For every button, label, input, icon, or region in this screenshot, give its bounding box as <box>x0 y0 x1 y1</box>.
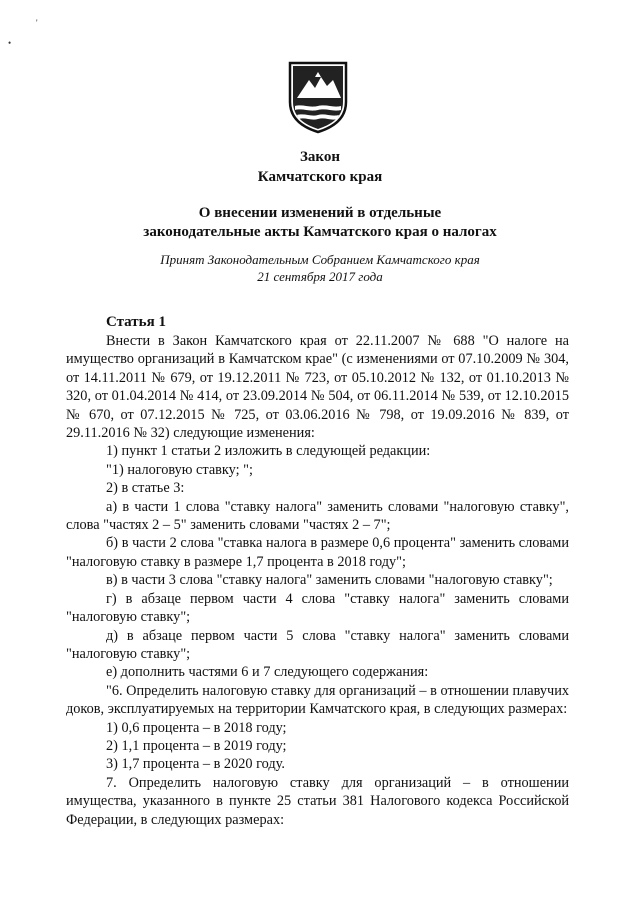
paragraph: "6. Определить налоговую ставку для организаций – в отношении плавучих доков, эксплуатируемых на территории Камчатского края, в следующих размерах: <box>66 682 569 718</box>
paragraph: "1) налоговую ставку; "; <box>106 461 253 478</box>
region-heading: Камчатского края <box>257 169 383 185</box>
paragraph: а) в части 1 слова "ставку налога" заменить словами "налоговую ставку", слова "частях 2 – 5" заменить словами "частях 2 – 7"; <box>66 498 569 534</box>
paragraph: 1) 0,6 процента – в 2018 году; <box>106 719 287 736</box>
paragraph: е) дополнить частями 6 и 7 следующего содержания: <box>106 664 429 681</box>
paragraph: в) в части 3 слова "ставку налога" заменить словами "налоговую ставку"; <box>106 572 553 589</box>
paragraph: 1) пункт 1 статьи 2 изложить в следующей редакции: <box>106 443 431 460</box>
article-body <box>66 332 569 829</box>
kamchatka-coat-of-arms-icon <box>287 60 349 134</box>
law-heading: Закон <box>299 149 340 165</box>
paragraph: 2) в статье 3: <box>106 480 185 497</box>
paragraph: д) в абзаце первом части 5 слова "ставку налога" заменить словами "налоговую ставку"; <box>66 627 569 662</box>
scan-mark: ' <box>36 18 38 28</box>
paragraph: 7. Определить налоговую ставку для организаций – в отношении имущества, указанного в пункте 25 статьи 381 Налогового кодекса Российской Федерации, в следующих размерах: <box>66 774 569 828</box>
paragraph: г) в абзаце первом части 4 слова "ставку налога" заменить словами "налоговую ставку"; <box>66 590 569 626</box>
adopted-date: 21 сентября 2017 года <box>257 269 383 284</box>
adopted-by: Принят Законодательным Собранием Камчатского края <box>160 252 480 267</box>
article-title: Статья 1 <box>106 314 166 330</box>
paragraph: 2) 1,1 процента – в 2019 году; <box>106 737 287 754</box>
paragraph: 3) 1,7 процента – в 2020 году. <box>106 756 285 773</box>
paragraph: Внести в Закон Камчатского края от 22.11.2007 № 688 "О налоге на имущество организаций в Камчатском крае" (с изменениями от 07.10.2009 № 304, от 14.11.2011 № 679, от 19.12.2011 № 723, от 05.10.2012 № 132, от 01.10.2013 № 320, от 01.04.2014 № 414, от 23.09.2014 № 504, от 06.11.2014 № 539, от 12.10.2015 № 670, от 07.12.2015 № 725, от 03.06.2016 № 798, от 19.09.2016 № 839, от 29.11.2016 № 32) следующие изменения: <box>66 333 569 442</box>
law-title-line2: законодательные акты Камчатского края о налогах <box>143 224 497 240</box>
scan-mark: • <box>8 38 12 48</box>
law-title-line1: О внесении изменений в отдельные <box>198 205 442 221</box>
paragraph: б) в части 2 слова "ставка налога в размере 0,6 процента" заменить словами "налоговую ставку в размере 1,7 процента в 2018 году"; <box>66 535 569 570</box>
